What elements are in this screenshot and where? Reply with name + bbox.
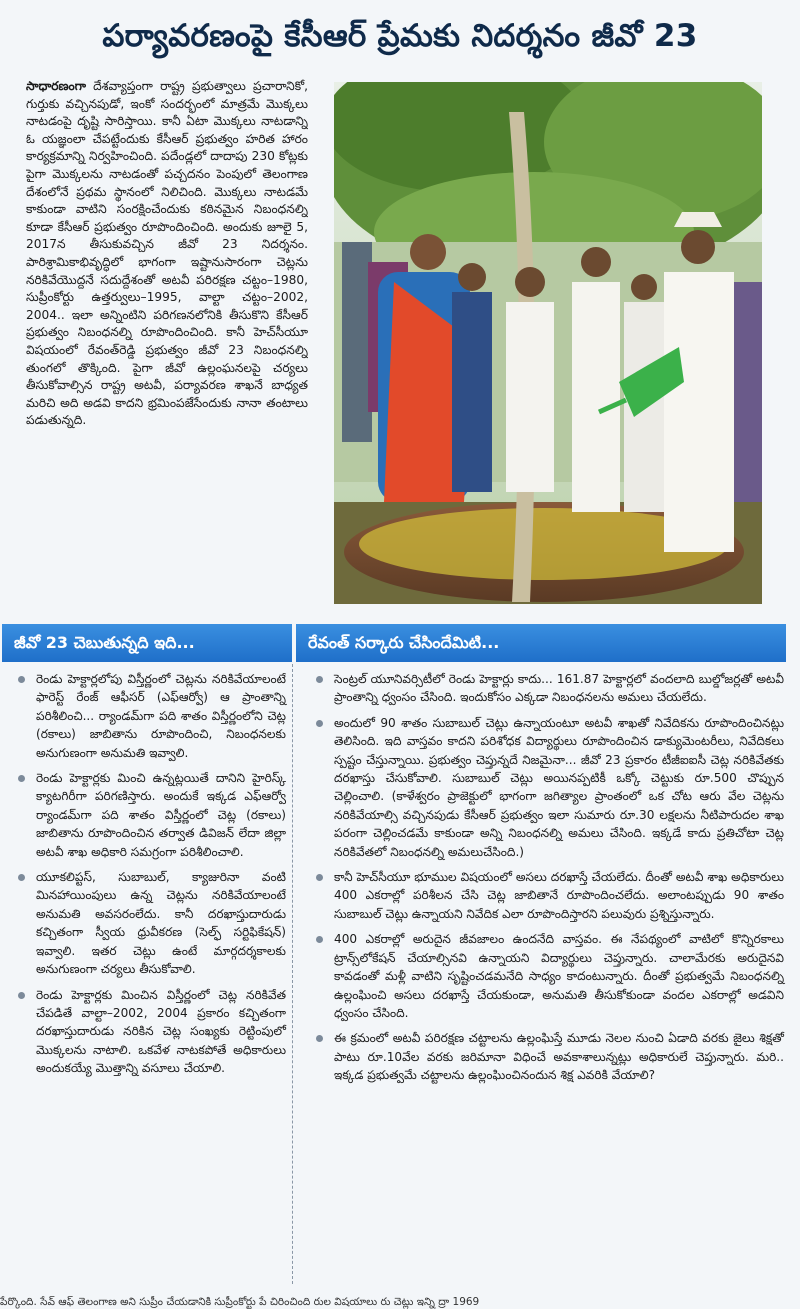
left-column <box>8 670 286 1085</box>
intro-lead-word: సాధారణంగా <box>26 79 86 93</box>
right-column <box>306 670 784 1092</box>
column-divider <box>292 664 294 1284</box>
list-item-text: యూకలిప్టస్, సుబాబుల్, క్యాజురినా వంటి మినహాయింపులు ఉన్న చెట్లను నరికివేయాలంటే అనుమతి అవసరంలేదు. కానీ దరఖాస్తుదారుడు కచ్చితంగా స్వీయ ధ్రువీకరణ (సెల్ఫ్ సర్టిఫికేషన్) ఇవ్వాలి. ఇతర చెట్లు ఉంటే మార్గదర్శకాలకు అనుగుణంగా చర్యలు తీసుకోవాలి. <box>36 870 286 977</box>
list-item <box>306 670 784 707</box>
list-item <box>306 930 784 1022</box>
list-item <box>8 986 286 1078</box>
bullet-icon <box>18 775 25 782</box>
article-headline: పర్యావరణంపై కేసీఆర్ ప్రేమకు నిదర్శనం జీవో 23 <box>102 18 698 54</box>
bullet-icon <box>18 992 25 999</box>
list-item-text: రెండు హెక్టార్లలోపు విస్తీర్ణంలో చెట్లను నరికివేయాలంటే ఫారెస్ట్ రేంజ్ ఆఫీసర్ (ఎఫ్ఆర్వో) ఆ ప్రాంతాన్ని పరిశీలించి... ర్యాండమ్‌గా పది శాతం విస్తీర్ణంలోని చెట్ల (రకాలు) జాబితాను రూపొందించి, నిబంధనలకు అనుగుణంగా అనుమతి ఇవ్వాలి. <box>36 672 286 760</box>
bullet-icon <box>316 874 323 881</box>
cut-off-footer-text: పేర్కొంది. సేవ్ ఆఫ్ తెలంగాణ అని సుప్రీం చేయడానికి సుప్రీంకోర్టు పే చిరించింది రుల విషయాలు రు చెట్లు ఇన్ని ద్రా 1969 <box>0 1296 480 1308</box>
list-item-text: రెండు హెక్టార్లకు మించిన విస్తీర్ణంలో చెట్ల నరికివేత చేపడితే వాల్టా–2002, 2004 ప్రకారం కచ్చితంగా దరఖాస్తుదారుడు నరికిన చెట్ల సంఖ్యకు రెట్టింపులో మొక్కలను నాటాలి. ఒకవేళ నాటకపోతే అధికారులు అందుకయ్యే మొత్తాన్ని వసూలు చేయాలి. <box>36 987 286 1076</box>
right-section-title: రేవంత్ సర్కారు చేసిందేమిటి... <box>296 624 786 662</box>
bullet-icon <box>18 676 25 683</box>
bullet-icon <box>316 936 323 943</box>
bullet-icon <box>316 1035 323 1042</box>
list-item <box>306 714 784 861</box>
list-item-text: సెంట్రల్ యూనివర్సిటీలో రెండు హెక్టార్లు కాదు... 161.87 హెక్టార్లలో వందలాది బుల్డోజర్లతో అటవీ ప్రాంతాన్ని ధ్వంసం చేసింది. ఇందుకోసం ఎక్కడా నిబంధనలను అమలు చేయలేదు. <box>334 672 784 705</box>
article-photo <box>334 82 762 604</box>
list-item-text: అందులో 90 శాతం సుబాబుల్ చెట్లు ఉన్నాయంటూ అటవీ శాఖతో నివేదికను రూపొందించినట్లు తెలిసింది. ఇది వాస్తవం కాదని పరిశోధక విద్యార్థులు రూపొందించిన డాక్యుమెంటరీలు, నివేదికలు స్పష్టం చేస్తున్నాయి. ప్రభుత్వం చెప్తున్నదే నిజమైనా... జీవో 23 ప్రకారం టీజీఐఐసీ చెట్ల నరికివేతకు దరఖాస్తు చేసుకోవాలి. సుబాబుల్ చెట్లు అయినప్పటికీ ఒక్కో చెట్టుకు రూ.500 చొప్పున చెల్లించాలి. (కాళేశ్వరం ప్రాజెక్టులో భాగంగా జగిత్యాల ప్రాంతంలో ఒక చోట ఆరు వేల చెట్లను నరికివేయాల్సి వచ్చినపుడు కేసీఆర్ ప్రభుత్వం ఇలా సుమారు రూ.30 లక్షలను నీటిపారుదల శాఖ పరంగా చెల్లించడమే కాకుండా అన్ని నిబంధనల్ని అమలు చేసింది. ఇక్కడే కాదు ప్రతిచోటా చెట్ల నరికివేతలో నిబంధనల్ని అమలుచేసింది.) <box>334 715 784 859</box>
list-item <box>306 868 784 923</box>
intro-paragraph <box>26 78 308 608</box>
list-item <box>8 670 286 762</box>
intro-body-text: దేశవ్యాప్తంగా రాష్ట్ర ప్రభుత్వాలు ప్రచారానికో, గుర్తుకు వచ్చినపుడో, ఇంకో సందర్భంలో మాత్రమే మొక్కలు నాటడంపై దృష్టి సారిస్తాయి. కానీ ఏటా మొక్కలు నాటడాన్ని ఓ యజ్ఞంలా చేపట్టేందుకు కేసీఆర్ ప్రభుత్వం హరిత హారం కార్యక్రమాన్ని నిర్వహించింది. పదేండ్లలో దాదాపు 230 కోట్లకు పైగా మొక్కలను నాటడంతో పచ్చదనం పెంపులో తెలంగాణ దేశంలోనే ప్రథమ స్థానంలో నిలిచింది. మొక్కలు నాటడమే కాకుండా వాటిని సంరక్షించేందుకు కఠినమైన నిబంధనల్ని కూడా కేసీఆర్ ప్రభుత్వం రూపొందించింది. అందుకు జూలై 5, 2017న తీసుకువచ్చిన జీవో 23 నిదర్శనం. పారిశ్రామికాభివృద్ధిలో భాగంగా ఇష్టానుసారంగా చెట్లను నరికివేయొద్దనే సదుద్దేశంతో అటవీ పరిరక్షణ చట్టం–1980, సుప్రీంకోర్టు ఉత్తర్వులు–1995, వాల్టా చట్టం–2002, 2004.. ఇలా అన్నింటిని పరిగణనలోనికి తీసుకొని కేసీఆర్ ప్రభుత్వం నిబంధనల్ని రూపొందించింది. కానీ హెచ్‌సీయూ విషయంలో రేవంత్‌రెడ్డి ప్రభుత్వం జీవో 23 నిబంధనల్ని తుంగలో తొక్కింది. పైగా జీవో ఉల్లంఘనలపై చర్యలు తీసుకోవాల్సిన రాష్ట్ర అటవీ, పర్యావరణ శాఖనే బాధ్యత మరిచి అది అడవి కాదని భ్రమింపజేసేందుకు నానా తంటాలు పడుతున్నది. <box>26 79 308 428</box>
list-item-text: రెండు హెక్టార్లకు మించి ఉన్నట్లయితే దానిని హైరిస్క్ క్యాటగిరీగా పరిగణిస్తారు. అందుకే ఇక్కడ ఎఫ్ఆర్వో ర్యాండమ్‌గా పది శాతం విస్తీర్ణంలో చెట్ల (రకాలు) జాబితాను రూపొందించిన తర్వాత డివిజన్ లేదా జిల్లా అటవీ శాఖ అధికారి సమగ్రంగా పరిశీలించాలి. <box>36 771 286 859</box>
bullet-icon <box>316 720 323 727</box>
list-item-text: కానీ హెచ్‌సీయూ భూముల విషయంలో అసలు దరఖాస్తే చేయలేదు. దీంతో అటవీ శాఖ అధికారులు 400 ఎకరాల్లో పరిశీలన చేసి చెట్ల జాబితానే రూపొందించలేదు. అలాంటప్పుడు 90 శాతం సుబాబుల్ చెట్లు ఉన్నాయని నివేదిక ఎలా రూపొందిస్తారని పలువురు ప్రశ్నిస్తున్నారు. <box>334 870 784 921</box>
left-section-title: జీవో 23 చెబుతున్నది ఇది... <box>2 624 292 662</box>
list-item <box>8 769 286 861</box>
bullet-icon <box>18 874 25 881</box>
list-item <box>8 868 286 978</box>
list-item-text: ఈ క్రమంలో అటవీ పరిరక్షణ చట్టాలను ఉల్లంఘిస్తే మూడు నెలల నుంచి ఏడాది వరకు జైలు శిక్షతో పాటు రూ.10వేల వరకు జరిమానా విధించే అవకాశాలున్నట్లు అధికారులే చెప్తున్నారు. మరి.. ఇక్కడ ప్రభుత్వమే చట్టాలను ఉల్లంఘించినందున శిక్ష ఎవరికి వేయాలి? <box>334 1031 784 1083</box>
list-item <box>306 1029 784 1084</box>
list-item-text: 400 ఎకరాల్లో అరుదైన జీవజాలం ఉందనేది వాస్తవం. ఈ నేపథ్యంలో వాటిలో కొన్నిరకాలు ట్రాన్స్‌లోకేషన్ చేయాల్సినవి ఉన్నాయని విద్యార్థులు చెప్తున్నారు. చాలామేరకు అరుదైనవి కావడంతో మళ్లీ వాటిని సృష్టించడమనేది సాధ్యం కాదంటున్నారు. దీంతో ప్రభుత్వమే నిబంధనల్ని ఉల్లంఘించి అసలు దరఖాస్తే చేయకుండా, అనుమతి తీసుకోకుండా వందల ఎకరాల్లో అడవిని ధ్వంసం చేసింది. <box>334 932 784 1020</box>
bullet-icon <box>316 676 323 683</box>
